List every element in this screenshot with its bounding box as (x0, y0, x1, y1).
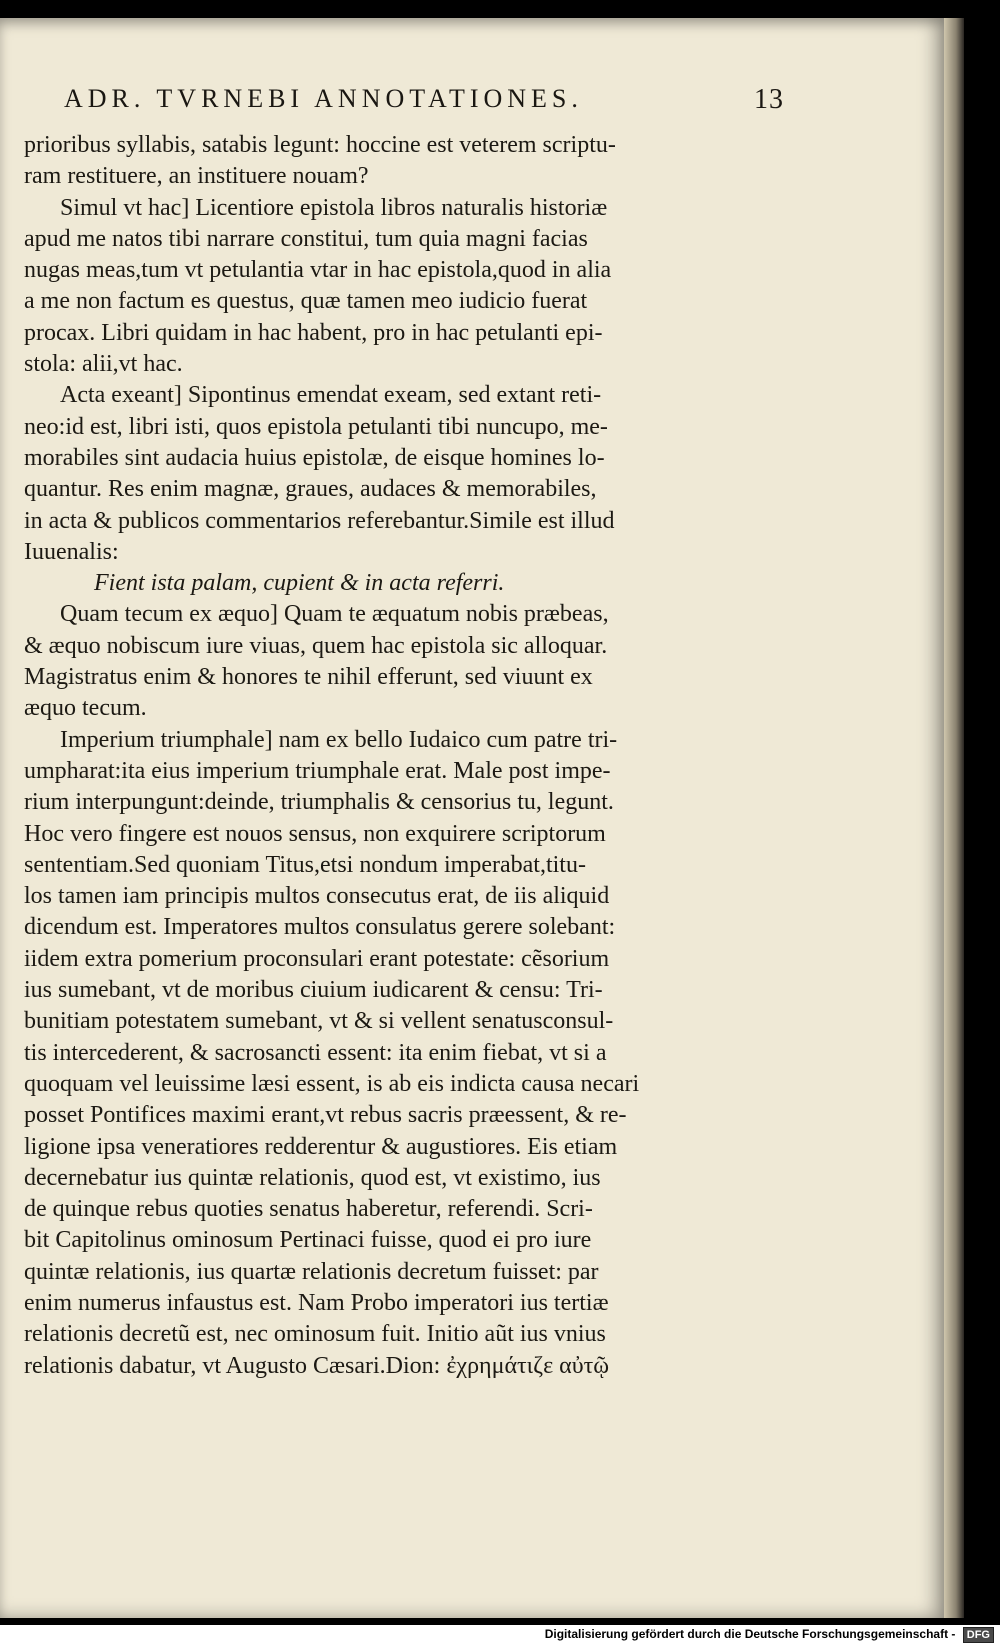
text-line: Magistratus enim & honores te nihil efferunt, sed viuunt ex (24, 664, 593, 691)
text-line: prioribus syllabis, satabis legunt: hoccine est veterem scriptu- (24, 132, 616, 158)
text-line: Fient ista palam, cupient & in acta referri. (94, 570, 505, 597)
text-line: de quinque rebus quoties senatus haberetur, referendi. Scri- (24, 1196, 593, 1223)
text-line: Quam tecum ex æquo] Quam te æquatum nobis præbeas, (60, 601, 609, 628)
body-text (24, 130, 776, 1382)
text-line: a me non factum es questus, quæ tamen meo iudicio fuerat (24, 288, 588, 315)
text-line: apud me natos tibi narrare constitui, tum quia magni facias (24, 225, 588, 252)
text-line: tis intercederent, & sacrosancti essent: ita enim fiebat, vt si a (24, 1039, 607, 1066)
text-line: enim numerus infaustus est. Nam Probo imperatori ius tertiæ (24, 1289, 609, 1316)
text-line: umpharat:ita eius imperium triumphale erat. Male post impe- (24, 757, 611, 784)
text-line: ius sumebant, vt de moribus ciuium iudicarent & censu: Tri- (24, 977, 603, 1004)
page-edge (944, 18, 964, 1618)
text-line: sententiam.Sed quoniam Titus,etsi nondum imperabat,titu- (24, 851, 586, 878)
text-line: neo:id est, libri isti, quos epistola petulanti tibi nuncupo, me- (24, 413, 608, 440)
text-line: relationis dabatur, vt Augusto Cæsari.Dion: ἐχρημάτιζε αὐτῷ (24, 1352, 610, 1379)
text-line: procax. Libri quidam in hac habent, pro in hac petulanti epi- (24, 319, 603, 346)
text-line: quintæ relationis, ius quartæ relationis decretum fuisset: par (24, 1258, 599, 1285)
text-line: ligione ipsa veneratiores redderentur & augustiores. Eis etiam (24, 1133, 618, 1160)
text-line: Simul vt hac] Licentiore epistola libros naturalis historiæ (60, 194, 608, 221)
dfg-logo-icon: DFG (963, 1627, 994, 1643)
text-line: Acta exeant] Sipontinus emendat exeam, sed extant reti- (60, 382, 602, 409)
footer-text: Digitalisierung gefördert durch die Deutsche Forschungsgemeinschaft - (544, 1627, 956, 1641)
text-line: relationis decretũ est, nec ominosum fuit. Initio aũt ius vnius (24, 1321, 606, 1348)
running-header (64, 84, 784, 116)
text-line: morabiles sint audacia huius epistolæ, de eisque homines lo- (24, 444, 605, 471)
text-line: dicendum est. Imperatores multos consulatus gerere solebant: (24, 914, 616, 941)
text-line: bit Capitolinus ominosum Pertinaci fuisse, quod ei pro iure (24, 1227, 592, 1254)
text-line: quantur. Res enim magnæ, graues, audaces & memorabiles, (24, 476, 597, 503)
text-line: stola: alii,vt hac. (24, 351, 183, 378)
running-title: ADR. TVRNEBI ANNOTATIONES. (64, 84, 583, 113)
text-line: decernebatur ius quintæ relationis, quod est, vt existimo, ius (24, 1164, 601, 1191)
text-line: Imperium triumphale] nam ex bello Iudaico cum patre tri- (60, 726, 618, 753)
text-line: posset Pontifices maximi erant,vt rebus sacris præessent, & re- (24, 1102, 627, 1129)
footer-credit (0, 1625, 1000, 1645)
text-line: Iuuenalis: (24, 538, 119, 565)
text-line: rium interpungunt:deinde, triumphalis & censorius tu, legunt. (24, 789, 614, 816)
text-line: Hoc vero fingere est nouos sensus, non exquirere scriptorum (24, 820, 606, 847)
text-line: in acta & publicos commentarios referebantur.Simile est illud (24, 507, 615, 534)
text-line: nugas meas,tum vt petulantia vtar in hac epistola,quod in alia (24, 257, 612, 284)
text-line: iidem extra pomerium proconsulari erant potestate: cẽsorium (24, 945, 610, 972)
page-number: 13 (754, 84, 784, 115)
text-line: æquo tecum. (24, 695, 147, 722)
text-line: quoquam vel leuissime læsi essent, is ab eis indicta causa necari (24, 1070, 640, 1097)
text-line: bunitiam potestatem sumebant, vt & si vellent senatusconsul- (24, 1008, 614, 1035)
text-line: los tamen iam principis multos consecutus erat, de iis aliquid (24, 883, 610, 910)
text-line: ram restituere, an instituere nouam? (24, 163, 369, 190)
text-line: & æquo nobiscum iure viuas, quem hac epistola sic alloquar. (24, 632, 608, 659)
